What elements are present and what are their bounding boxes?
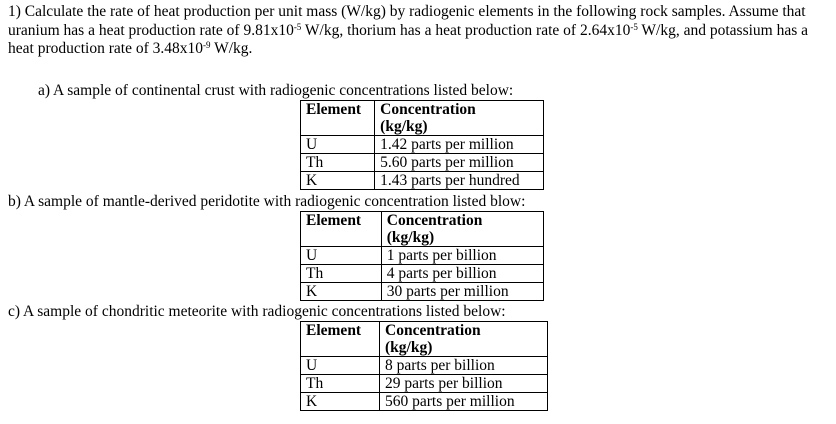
table-row — [301, 154, 544, 172]
u-rate: 9.81x10 — [243, 21, 294, 39]
question-text — [8, 3, 833, 59]
q-suffix: W/kg. — [210, 40, 253, 57]
table-row — [301, 283, 544, 301]
cell: K — [301, 172, 375, 190]
table-row — [301, 136, 544, 154]
cell: 560 parts per million — [380, 393, 548, 411]
header-element: Element — [301, 101, 375, 136]
cell: U — [301, 247, 382, 265]
header-concentration: Concentration (kg/kg) — [375, 101, 544, 136]
table-row — [301, 247, 544, 265]
question-prefix: 1) Calculate the rate of heat production per unit mass (W/kg) by radiogenic elements in the following rock samples. Assume that uranium has a heat production rate of — [8, 3, 806, 39]
th-rate: 2.64x10 — [579, 21, 631, 39]
header-concentration: Concentration (kg/kg) — [380, 322, 548, 357]
cell: 1 parts per billion — [381, 247, 543, 265]
table-row — [301, 375, 548, 393]
cell: 4 parts per billion — [381, 265, 543, 283]
cell: Th — [301, 375, 380, 393]
cell: 8 parts per billion — [380, 357, 548, 375]
cell: U — [301, 136, 375, 154]
header-concentration: Concentration (kg/kg) — [381, 212, 543, 247]
part-a-label: a) A sample of continental crust with radiogenic concentrations listed below: — [38, 82, 514, 99]
th-exp: -5 — [630, 21, 638, 32]
table-row — [301, 265, 544, 283]
cell: Th — [301, 154, 375, 172]
q-mid2: W/kg, and potassium has a heat production rate of — [8, 21, 809, 57]
k-exp: -9 — [202, 40, 211, 50]
cell: 1.43 parts per hundred — [375, 172, 544, 190]
cell: 5.60 parts per million — [375, 154, 544, 172]
table-c — [300, 321, 548, 411]
cell: K — [301, 393, 380, 411]
u-exp: -5 — [293, 21, 302, 32]
header-element: Element — [301, 322, 380, 357]
table-row — [301, 393, 548, 411]
k-rate: 3.48x10 — [152, 40, 203, 57]
part-c-label: c) A sample of chondritic meteorite with radiogenic concentrations listed below: — [8, 303, 506, 320]
q-mid1: W/kg, thorium has a heat production rate of — [301, 21, 580, 39]
table-row — [301, 172, 544, 190]
cell: 30 parts per million — [381, 283, 543, 301]
cell: Th — [301, 265, 382, 283]
header-element: Element — [301, 212, 382, 247]
table-b — [300, 211, 544, 301]
table-a — [300, 100, 544, 190]
cell: U — [301, 357, 380, 375]
cell: 29 parts per billion — [380, 375, 548, 393]
table-row — [301, 357, 548, 375]
cell: 1.42 parts per million — [375, 136, 544, 154]
cell: K — [301, 283, 382, 301]
part-b-label: b) A sample of mantle-derived peridotite with radiogenic concentration listed blow: — [8, 193, 526, 210]
